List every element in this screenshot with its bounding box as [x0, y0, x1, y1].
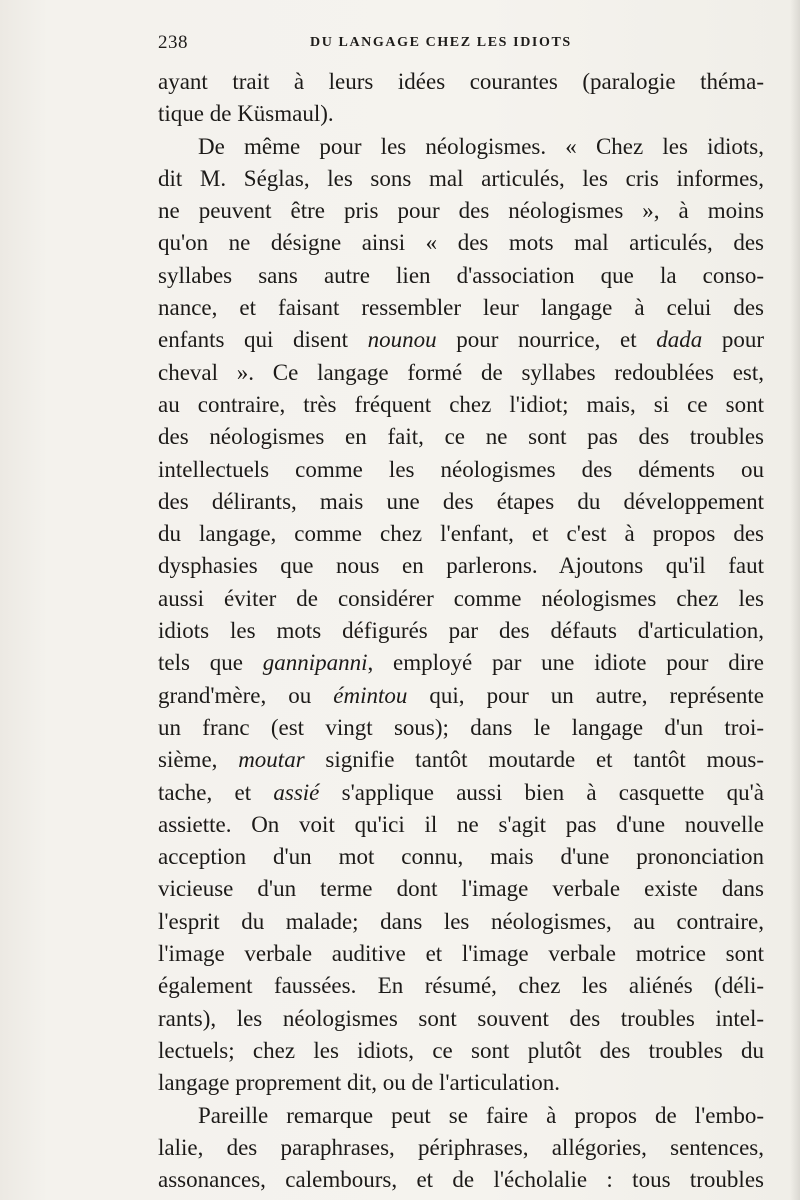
text-line: dysphasies que nous en parlerons. Ajoutons qu'il faut: [158, 553, 764, 579]
text-line: tique de Küsmaul).: [158, 101, 334, 127]
text-line: syllabes sans autre lien d'association que la conso-: [158, 262, 764, 288]
italic-word: émintou: [333, 682, 408, 708]
text-line: dit M. Séglas, les sons mal articulés, les cris informes,: [158, 165, 764, 191]
text-run: tels que: [158, 650, 263, 676]
text-line: [158, 777, 764, 809]
text-run: grand'mère, ou: [158, 682, 334, 708]
text-line: ayant trait à leurs idées courantes (paralogie théma-: [158, 69, 764, 94]
text-line: aussi éviter de considérer comme néologismes chez les: [158, 585, 764, 611]
text-run: sième,: [158, 747, 239, 773]
text-run: s'applique aussi bien à casquette qu'à: [319, 779, 764, 805]
italic-word: assié: [273, 779, 320, 805]
page-edge-shadow: [790, 0, 800, 1200]
body-text: [158, 66, 764, 1196]
italic-word: nounou: [367, 327, 437, 353]
page-header: [158, 32, 764, 58]
text-line: un franc (est vingt sous); dans le langage d'un troi-: [158, 714, 764, 740]
text-line: vicieuse d'un terme dont l'image verbale existe dans: [158, 876, 764, 902]
text-line: des délirants, mais une des étapes du développement: [158, 488, 764, 514]
text-line: acception d'un mot connu, mais d'une prononciation: [158, 844, 764, 870]
page-number: 238: [158, 32, 188, 53]
italic-word: dada: [656, 327, 703, 353]
italic-word: moutar: [238, 747, 305, 773]
text-line: langage proprement dit, ou de l'articulation.: [158, 1070, 561, 1096]
text-run: enfants qui disent: [158, 327, 368, 353]
text-line: au contraire, très fréquent chez l'idiot; mais, si ce sont: [158, 391, 764, 417]
text-line: [158, 680, 764, 712]
text-line: intellectuels comme les néologismes des déments ou: [158, 456, 764, 482]
text-line: Pareille remarque peut se faire à propos de l'embo-: [198, 1102, 764, 1128]
text-line: l'image verbale auditive et l'image verbale motrice sont: [158, 941, 764, 967]
text-run: qui, pour un autre, représente: [407, 682, 764, 708]
text-run: , employé par une idiote pour dire: [367, 650, 764, 676]
italic-word: gannipanni: [262, 650, 368, 676]
text-line: qu'on ne désigne ainsi « des mots mal articulés, des: [158, 230, 764, 256]
running-head: DU LANGAGE CHEZ LES IDIOTS: [310, 35, 572, 50]
text-line: lalie, des paraphrases, périphrases, allégories, sentences,: [158, 1134, 764, 1160]
text-line: [158, 647, 764, 679]
text-line: assonances, calembours, et de l'écholalie : tous troubles: [158, 1167, 764, 1193]
text-line: l'esprit du malade; dans les néologismes, au contraire,: [158, 908, 764, 934]
text-run: tache, et: [158, 779, 274, 805]
text-line: des néologismes en fait, ce ne sont pas des troubles: [158, 424, 764, 450]
text-line: rants), les néologismes sont souvent des troubles intel-: [158, 1005, 764, 1031]
text-line: du langage, comme chez l'enfant, et c'est à propos des: [158, 521, 764, 547]
text-line: assiette. On voit qu'ici il ne s'agit pas d'une nouvelle: [158, 811, 764, 837]
text-line: [158, 744, 764, 776]
text-run: signifie tantôt moutarde et tantôt mous-: [304, 747, 765, 773]
text-line: De même pour les néologismes. « Chez les idiots,: [198, 133, 764, 159]
text-line: également faussées. En résumé, chez les aliénés (déli-: [158, 973, 764, 999]
text-line: ne peuvent être pris pour des néologismes », à moins: [158, 198, 764, 224]
text-line: nance, et faisant ressembler leur langage à celui des: [158, 295, 764, 321]
text-line: [158, 324, 764, 356]
text-line: cheval ». Ce langage formé de syllabes redoublées est,: [158, 359, 764, 385]
text-line: lectuels; chez les idiots, ce sont plutôt des troubles du: [158, 1037, 764, 1063]
text-run: pour nourrice, et: [436, 327, 657, 353]
text-run: pour: [702, 327, 764, 353]
text-line: idiots les mots défigurés par des défauts d'articulation,: [158, 618, 764, 644]
